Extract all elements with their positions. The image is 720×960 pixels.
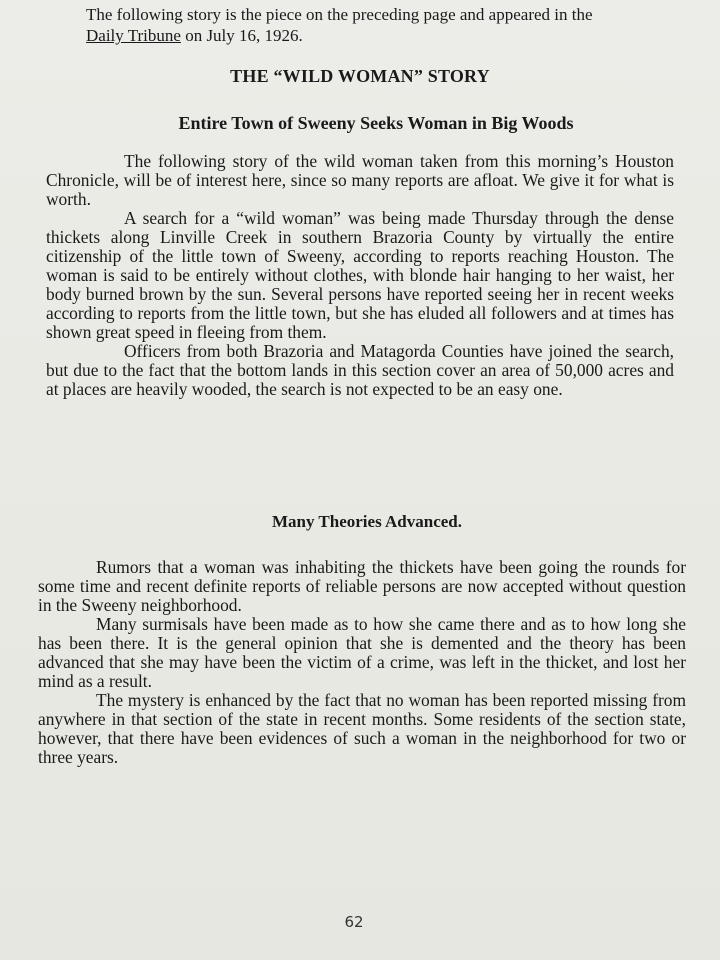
intro-line-1: The following story is the piece on the preceding page and appeared in the	[86, 5, 593, 24]
intro-note	[86, 4, 686, 46]
newspaper-name: Daily Tribune	[86, 26, 181, 45]
paragraph-6: The mystery is enhanced by the fact that no woman has been reported missing from anywhere in that section of the state in recent months. Some residents of the section state, however, that there have been evidences of such a woman in the neighborhood for two or three years.	[38, 690, 686, 767]
paragraph-4: Rumors that a woman was inhabiting the thickets have been going the rounds for some time and recent definite reports of reliable persons are now accepted without question in the Sweeny neighborhood.	[38, 557, 686, 615]
story-body-part-2	[38, 558, 686, 767]
story-title: THE “WILD WOMAN” STORY	[230, 66, 490, 86]
story-subtitle: Entire Town of Sweeny Seeks Woman in Big Woods	[178, 113, 574, 133]
section-heading: Many Theories Advanced.	[271, 512, 462, 531]
intro-line-2: on July 16, 1926.	[180, 26, 303, 45]
paragraph-1: The following story of the wild woman taken from this morning’s Houston Chronicle, will be of interest here, since so many reports are afloat. We give it for what is worth.	[46, 151, 674, 209]
paragraph-5: Many surmisals have been made as to how she came there and as to how long she has been there. It is the general opinion that she is demented and the theory has been advanced that she may have been the victim of a crime, was left in the thicket, and lost her mind as a result.	[38, 614, 686, 691]
paragraph-3: Officers from both Brazoria and Matagorda Counties have joined the search, but due to the fact that the bottom lands in this section cover an area of 50,000 acres and at places are heavily wooded, the search is not expected to be an easy one.	[46, 341, 674, 399]
story-body-part-1	[46, 152, 674, 399]
page-number: 62	[344, 913, 364, 931]
paragraph-2: A search for a “wild woman” was being made Thursday through the dense thickets along Linville Creek in southern Brazoria County by virtually the entire citizenship of the little town of Sweeny, according to reports reaching Houston. The woman is said to be entirely without clothes, with blonde hair hanging to her waist, her body burned brown by the sun. Several persons have reported seeing her in recent weeks according to reports from the little town, but she has eluded all followers and at times has shown great speed in fleeing from them.	[46, 208, 674, 342]
